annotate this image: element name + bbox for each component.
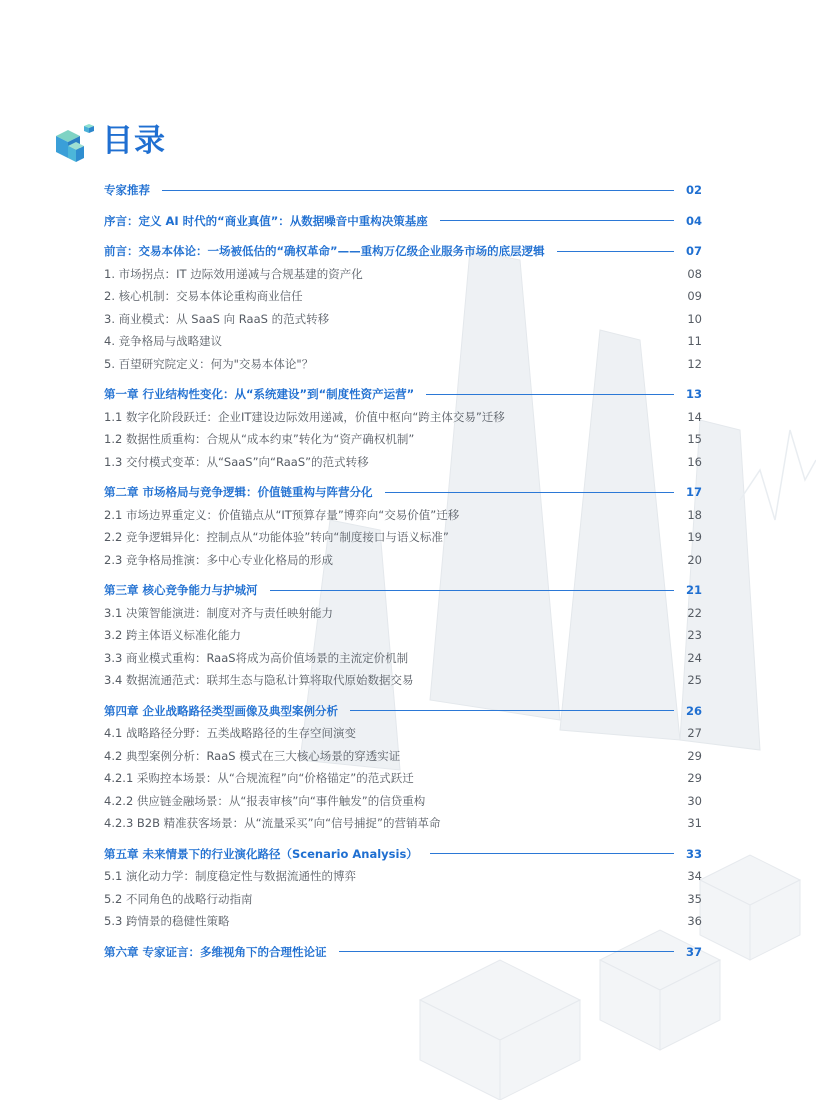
- toc-section-entry[interactable]: [104, 865, 702, 888]
- toc-entry-title: 4.2 典型案例分析：RaaS 模式在三大核心场景的穿透实证: [104, 748, 401, 763]
- toc-section-entry[interactable]: [104, 888, 702, 911]
- toc-page-number: 13: [685, 387, 702, 402]
- toc-page-number: 09: [687, 289, 702, 304]
- toc-section-entry[interactable]: [104, 602, 702, 625]
- toc-page-number: 14: [687, 409, 702, 424]
- toc-entry-title: 专家推荐: [104, 183, 150, 198]
- toc-page-number: 22: [687, 605, 702, 620]
- toc-page-number: 08: [687, 266, 702, 281]
- toc-page-number: 10: [687, 311, 702, 326]
- toc-leader-line: [339, 951, 674, 952]
- table-of-contents: [104, 179, 702, 963]
- toc-entry-title: 4. 竞争格局与战略建议: [104, 334, 223, 349]
- toc-page-number: 11: [687, 334, 702, 349]
- toc-entry-title: 5.3 跨情景的稳健性策略: [104, 914, 230, 929]
- toc-page-number: 18: [687, 507, 702, 522]
- toc-leader-line: [270, 590, 674, 591]
- toc-page-number: 33: [685, 846, 702, 861]
- toc-entry-title: 2.2 竞争逻辑异化：控制点从“功能体验”转向“制度接口与语义标准”: [104, 530, 449, 545]
- stacked-cubes-icon: [54, 124, 98, 164]
- toc-page-number: 17: [685, 485, 702, 500]
- toc-entry-title: 2.1 市场边界重定义：价值锚点从“IT预算存量”博弈向“交易价值”迁移: [104, 507, 460, 522]
- toc-page-number: 29: [687, 748, 702, 763]
- toc-entry-title: 第五章 未来情景下的行业演化路径（Scenario Analysis）: [104, 846, 418, 861]
- toc-entry-title: 第四章 企业战略路径类型画像及典型案例分析: [104, 703, 339, 718]
- toc-page-number: 30: [687, 793, 702, 808]
- toc-page-number: 25: [687, 673, 702, 688]
- toc-section-entry[interactable]: [104, 722, 702, 745]
- toc-section-entry[interactable]: [104, 526, 702, 549]
- toc-chapter-entry[interactable]: [104, 700, 702, 723]
- toc-section-entry[interactable]: [104, 308, 702, 331]
- toc-page-number: 35: [687, 891, 702, 906]
- toc-entry-title: 5.1 演化动力学：制度稳定性与数据流通性的博弈: [104, 869, 356, 884]
- toc-section-entry[interactable]: [104, 504, 702, 527]
- toc-section-entry[interactable]: [104, 263, 702, 286]
- toc-entry-title: 1.3 交付模式变革：从“SaaS”向“RaaS”的范式转移: [104, 454, 369, 469]
- page-title: 目录: [102, 123, 166, 159]
- toc-section-entry[interactable]: [104, 790, 702, 813]
- toc-entry-title: 1. 市场拐点：IT 边际效用递减与合规基建的资产化: [104, 266, 363, 281]
- toc-entry-title: 2.3 竞争格局推演：多中心专业化格局的形成: [104, 552, 333, 567]
- toc-page-number: 36: [687, 914, 702, 929]
- toc-leader-line: [557, 251, 674, 252]
- toc-entry-title: 3. 商业模式：从 SaaS 向 RaaS 的范式转移: [104, 311, 330, 326]
- toc-entry-title: 4.1 战略路径分野：五类战略路径的生存空间演变: [104, 726, 356, 741]
- toc-leader-line: [162, 190, 674, 191]
- toc-entry-title: 5. 百望研究院定义：何为"交易本体论"？: [104, 356, 314, 371]
- toc-leader-line: [385, 492, 674, 493]
- toc-page-number: 07: [685, 244, 702, 259]
- toc-page-number: 12: [687, 356, 702, 371]
- toc-section-entry[interactable]: [104, 624, 702, 647]
- toc-entry-title: 4.2.3 B2B 精准获客场景：从“流量采买”向“信号捕捉”的营销革命: [104, 816, 441, 831]
- toc-leader-line: [350, 710, 674, 711]
- toc-entry-title: 1.1 数字化阶段跃迁：企业IT建设边际效用递减，价值中枢向“跨主体交易”迁移: [104, 409, 505, 424]
- toc-page-number: 23: [687, 628, 702, 643]
- toc-section-entry[interactable]: [104, 745, 702, 768]
- toc-page-number: 24: [687, 650, 702, 665]
- toc-page-number: 16: [687, 454, 702, 469]
- toc-section-entry[interactable]: [104, 910, 702, 933]
- toc-section-entry[interactable]: [104, 428, 702, 451]
- toc-section-entry[interactable]: [104, 451, 702, 474]
- toc-leader-line: [426, 394, 674, 395]
- toc-entry-title: 3.1 决策智能演进：制度对齐与责任映射能力: [104, 605, 333, 620]
- toc-page-number: 20: [687, 552, 702, 567]
- toc-chapter-entry[interactable]: [104, 941, 702, 964]
- toc-leader-line: [430, 853, 674, 854]
- toc-entry-title: 第三章 核心竞争能力与护城河: [104, 583, 258, 598]
- toc-page-number: 26: [685, 703, 702, 718]
- toc-entry-title: 2. 核心机制：交易本体论重构商业信任: [104, 289, 303, 304]
- toc-entry-title: 第六章 专家证言：多维视角下的合理性论证: [104, 944, 327, 959]
- toc-section-entry[interactable]: [104, 647, 702, 670]
- toc-leader-line: [440, 220, 674, 221]
- toc-entry-title: 5.2 不同角色的战略行动指南: [104, 891, 253, 906]
- toc-chapter-entry[interactable]: [104, 240, 702, 263]
- toc-entry-title: 4.2.1 采购控本场景：从“合规流程”向“价格锚定”的范式跃迁: [104, 771, 414, 786]
- toc-entry-title: 第二章 市场格局与竞争逻辑：价值链重构与阵营分化: [104, 485, 373, 500]
- toc-entry-title: 3.2 跨主体语义标准化能力: [104, 628, 241, 643]
- toc-page-number: 04: [685, 213, 702, 228]
- toc-section-entry[interactable]: [104, 767, 702, 790]
- toc-chapter-entry[interactable]: [104, 843, 702, 866]
- toc-chapter-entry[interactable]: [104, 481, 702, 504]
- toc-entry-title: 3.4 数据流通范式：联邦生态与隐私计算将取代原始数据交易: [104, 673, 414, 688]
- toc-entry-title: 1.2 数据性质重构：合规从“成本约束”转化为“资产确权机制”: [104, 432, 415, 447]
- toc-entry-title: 序言：定义 AI 时代的“商业真值”：从数据噪音中重构决策基座: [104, 213, 428, 228]
- toc-section-entry[interactable]: [104, 669, 702, 692]
- toc-page-number: 34: [687, 869, 702, 884]
- toc-section-entry[interactable]: [104, 549, 702, 572]
- toc-entry-title: 3.3 商业模式重构：RaaS将成为高价值场景的主流定价机制: [104, 650, 409, 665]
- toc-page-number: 31: [687, 816, 702, 831]
- toc-section-entry[interactable]: [104, 285, 702, 308]
- toc-entry-title: 前言：交易本体论：一场被低估的“确权革命”——重构万亿级企业服务市场的底层逻辑: [104, 244, 545, 259]
- toc-section-entry[interactable]: [104, 330, 702, 353]
- toc-entry-title: 第一章 行业结构性变化：从“系统建设”到“制度性资产运营”: [104, 387, 415, 402]
- toc-page-number: 02: [685, 183, 702, 198]
- toc-section-entry[interactable]: [104, 406, 702, 429]
- toc-page-number: 37: [685, 944, 702, 959]
- toc-chapter-entry[interactable]: [104, 579, 702, 602]
- toc-chapter-entry[interactable]: [104, 383, 702, 406]
- toc-page-number: 27: [687, 726, 702, 741]
- toc-section-entry[interactable]: [104, 812, 702, 835]
- toc-page-number: 19: [687, 530, 702, 545]
- toc-chapter-entry[interactable]: [104, 179, 702, 202]
- toc-page-number: 21: [685, 583, 702, 598]
- toc-page-number: 29: [687, 771, 702, 786]
- toc-page-number: 15: [687, 432, 702, 447]
- toc-chapter-entry[interactable]: [104, 210, 702, 233]
- toc-entry-title: 4.2.2 供应链金融场景：从“报表审核”向“事件触发”的信贷重构: [104, 793, 426, 808]
- toc-section-entry[interactable]: [104, 353, 702, 376]
